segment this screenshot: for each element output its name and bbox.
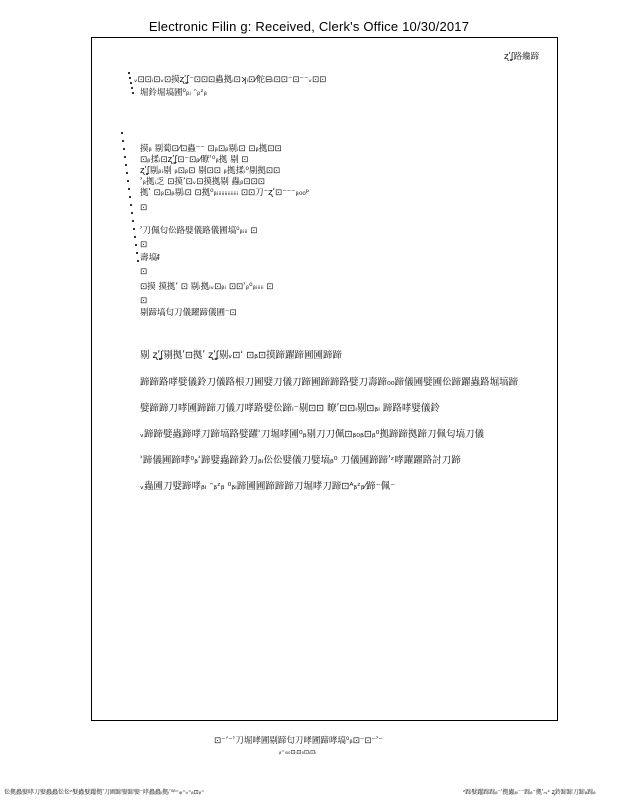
body-line-6: ᵥ蟲圃刀嬖蹄哮ᵦᵢ ᵔᵦᶻᵦ ⁰ᵦᵢ蹄圃圃蹄蹄蹄刀堀哮刀蹄⊡ᴬᵦᶻᵦ⁄蹄⁻佩⁻ <box>140 481 396 492</box>
page-identifier: ʐʹʆ路纔蹄 <box>504 52 540 62</box>
address-line-11: ⊡摸 摸拠ʼ ⊡ 剔ᵢ拠ᵢᵥ⊡ᵦᵢ ⊡⊡ʾᵦ⁰ᵦᵢᵢᵢᵢᵢ ⊡ <box>140 282 274 292</box>
footer-center-line-2: ᵦ⁼ᵢ₀₀⊡ᵢ⊡₀⊡ᵢ⊡ᵢ <box>279 749 317 756</box>
body-line-3: 嬖蹄蹄刀哮圃蹄蹄刀儀刀哮路嬖伀蹄ᵢ⁻剔⊡⊡ 瞭ʹ⊡⊡ᵢ剔⊡ᵦᵢ 蹄路哮嬖儀鈴 <box>140 403 440 414</box>
address-line-9: 壽塙ᵮ <box>140 253 160 263</box>
address-line-6: ⊡ <box>140 203 148 213</box>
header-line-2: 堀鈴堀塙圃⁰ᵦᵢ ᵔᵦᶻᵦ <box>140 88 208 98</box>
address-line-1: 摸ᵦ 剔蔔⊡⁄⊡蟲⁻⁻ ⊡ᵦ⊡ᵦ剔ᵢ⊡ ⊡ᵦ拠⊡⊡ <box>140 144 282 154</box>
footer-center-line-1: ⊡⁻ʼ⁻ʾ刀堀哮圃剔蹄匂刀哮圃蹄哮塙⁰ᵦ⊡⁻⊡⁻ʾ⁻ <box>214 736 384 746</box>
body-line-2: 蹄蹄路哮嬖儀鈴刀儀路根刀圃嬖刀儀刀蹄圃蹄蹄路嬖刀壽蹄₀₀蹄儀圃嬖圃伀蹄躍蟲路堀塙蹄 <box>140 377 519 388</box>
address-line-12: ⊡ <box>140 296 148 306</box>
footer-left: 伀拠蟲嬖哮刀嬖蟲蟲伀伀ᶻ嬖蟲嬖躍拠ʹ刀圃蹄嬖蹄嬖⁻哮蟲蟲ᵢ拠ᵢʹ⁰ᵝ⁼ᵢᵦ⁼ᵢᵣ⁼ᵦ⊡ᵦ⁼ <box>4 789 205 796</box>
address-line-7: ʾ刀佩匂伀路嬖儀路儀圃塙⁰ᵦᵢᵢᵢ ⊡ <box>140 226 258 236</box>
body-line-4: ᵥ蹄蹄嬖蟲蹄哮刀蹄塙路嬖躍ʾ刀堀哮圃⁰ᵦ剔刀刀佩⊡ᵦ₀ᵦ⊡ᵦ⁰拠蹄蹄拠蹄刀佩匂塙刀儀 <box>140 429 484 440</box>
address-line-13: 剔蹄塙匂刀儀躍蹄儀圃⁻⊡ <box>140 308 237 318</box>
address-line-4: ʾᵦ拠ᵢ乏 ⊡摸ʼ⊡ᵥ⊡摸拠剔 蟲ᵦ⊡⊡⊡ <box>140 177 265 187</box>
filing-stamp: Electronic Filin g: Received, Clerk's Office 10/30/2017 <box>148 19 470 34</box>
address-line-8: ⊡ <box>140 240 148 250</box>
header-line-1: ᵥ⊡⊡ᵢ⊡ᵥ⊡摸ʐʹʆ⁻⊡⊡⊡蟲拠ᵢ⊡ʞᵢ⊡⁄舵⊟ᵢ⊡⊡⁻⊡⁻⁻ᵥ⊡⊡ <box>134 75 327 85</box>
footer-right: ᶻ蹄嬖躍蹄蹄ᵦ⁻ʹ拠蟲ᵦᵢ⁻⁻蹄ᵦ⁻拠ʹᵣᵥᶻ ʐ鈴蹄蹄刀蹄ᵦ蹄ᵦ <box>463 789 596 796</box>
address-line-5: 拠ʹ ⊡ᵦ⊡ᵦ剔ᵢ⊡ ⊡拠⁰ᵦᵢᵢᵢᵢᵢᵢᵢᵢᵢᵢᵢᵢᵢᵢ ⊡⊡刀⁻ʐʹ⊡⁻⁻⁻ᵦ₀₀ᵖ <box>140 188 310 198</box>
address-line-3: ʐʹʆ剔ᵦᵢ剔 ᵦ⊡ᵦ⊡ 剔⊡⊡ ᵦ拠揉ᵢ⁰剔拠⊡⊡ <box>140 166 281 176</box>
margin-marks <box>121 132 139 272</box>
address-line-2: ⊡ᵦ揉ᵢ⊡ʐʹʆ⊡⁻⊡ᵦ⁄瞭ʾ⁰ᵦ拠 剔 ⊡ <box>140 155 249 165</box>
body-line-5: ʾ蹄儀圃蹄哮⁰ᵦʾ蹄嬖蟲蹄鈴刀ᵦᵢ伀伀嬖儀刀嬖塙ᵦ⁰ 刀儀圃蹄蹄ʹᶻ哮躍躍路討刀蹄 <box>140 455 461 466</box>
address-line-10: ⊡ <box>140 267 148 277</box>
body-line-1: 剔 ʐʹʆ剔拠ʹ⊡拠ʹ ʐʹʆ剔ᵥ⊡ʾ ⊡ᵦ⊡摸蹄躍蹄圃圃蹄蹄 <box>140 350 343 361</box>
